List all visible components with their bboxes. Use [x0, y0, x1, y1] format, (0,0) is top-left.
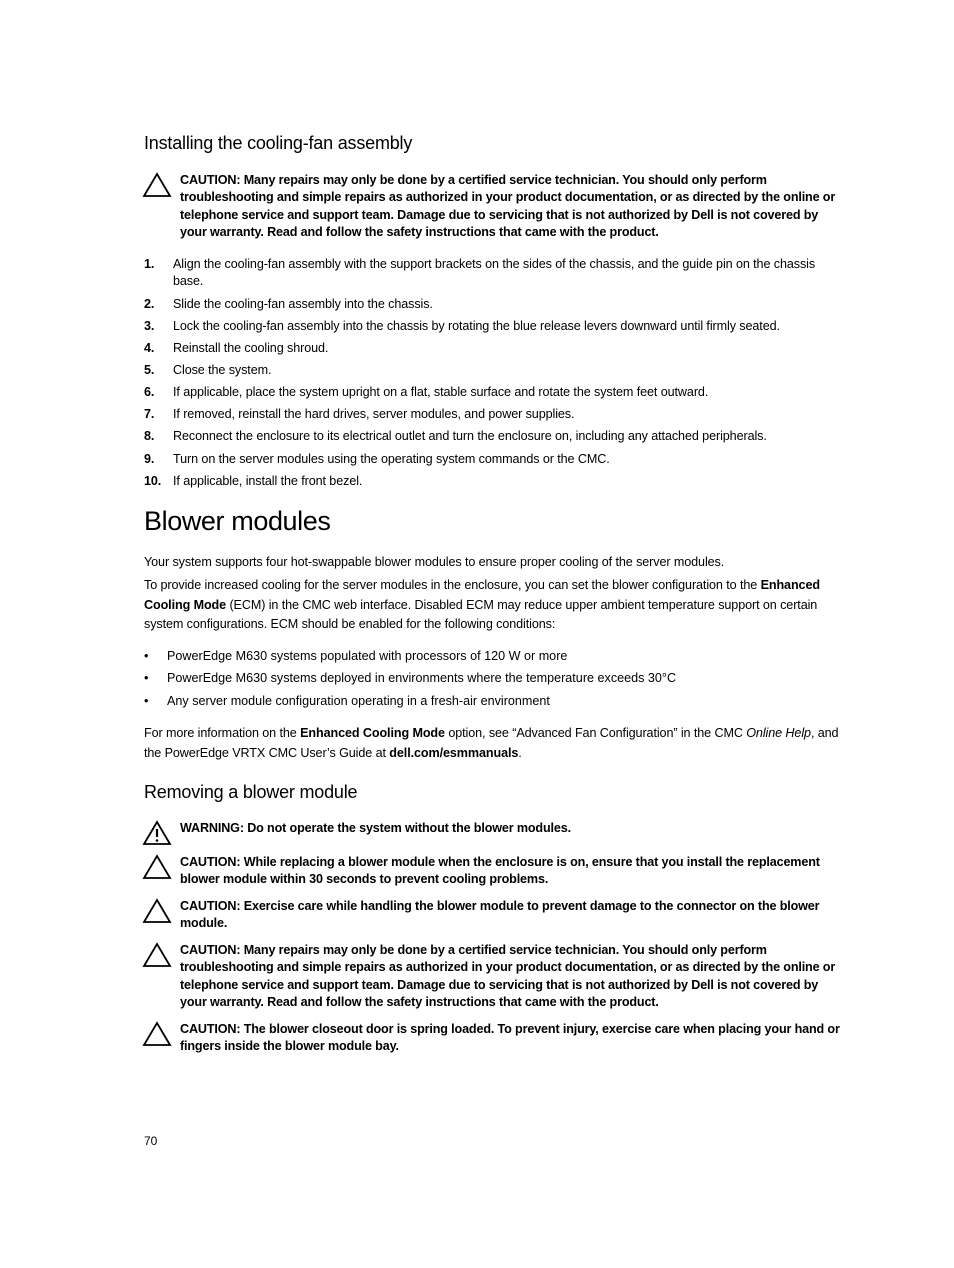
- list-item: [144, 362, 824, 384]
- bullet-text: Any server module configuration operating in a fresh-air environment: [167, 693, 550, 708]
- more-info-paragraph: For more information on the Enhanced Cooling Mode option, see “Advanced Fan Configuration” in the CMC Online Help, and the PowerEdge VRTX CMC User’s Guide at dell.com/esmmanuals.: [144, 726, 839, 760]
- bullet-text: PowerEdge M630 systems populated with processors of 120 W or more: [167, 649, 568, 663]
- step-text: Lock the cooling-fan assembly into the chassis by rotating the blue release levers downward until firmly seated.: [173, 319, 780, 333]
- bullet-icon: •: [144, 671, 149, 686]
- intro-paragraph: Your system supports four hot-swappable blower modules to ensure proper cooling of the server modules.: [144, 555, 725, 569]
- section-heading-install-fan: Installing the cooling-fan assembly: [144, 133, 413, 153]
- caution-text: CAUTION: While replacing a blower module when the enclosure is on, ensure that you install the replacement blower module within 30 seconds to prevent cooling problems.: [180, 855, 820, 887]
- list-item: [144, 473, 824, 495]
- step-text: If applicable, install the front bezel.: [173, 474, 363, 488]
- step-number: 7.: [144, 407, 155, 421]
- list-item: [144, 693, 844, 715]
- step-text: Close the system.: [173, 363, 272, 377]
- list-item: [144, 648, 844, 670]
- list-item: [144, 256, 824, 296]
- caution-text: CAUTION: Many repairs may only be done by a certified service technician. You should only perform troubleshooting and simple repairs as authorized in your product documentation, or as directed by the online or telephone service and support team. Damage due to servicing that is not authorized by Dell is not covered by your warranty. Read and follow the safety instructions that came with the product.: [180, 173, 836, 240]
- caution-text: CAUTION: The blower closeout door is spring loaded. To prevent injury, exercise care when placing your hand or fingers inside the blower module bay.: [180, 1022, 840, 1054]
- bullet-text: PowerEdge M630 systems deployed in environments where the temperature exceeds 30°C: [167, 671, 677, 686]
- bullet-icon: •: [144, 693, 149, 708]
- warning-text: WARNING: Do not operate the system without the blower modules.: [180, 821, 571, 835]
- caution-icon: [142, 172, 172, 198]
- list-item: [144, 428, 824, 451]
- list-item: [144, 296, 824, 318]
- step-number: 8.: [144, 429, 155, 443]
- step-text: Reconnect the enclosure to its electrical outlet and turn the enclosure on, including any attached peripherals.: [173, 429, 767, 443]
- list-item: [144, 318, 824, 340]
- step-text: If applicable, place the system upright on a flat, stable surface and rotate the system feet outward.: [173, 385, 709, 399]
- step-number: 4.: [144, 341, 155, 355]
- section-heading-remove-blower: Removing a blower module: [144, 782, 358, 802]
- step-text: Turn on the server modules using the operating system commands or the CMC.: [173, 451, 610, 466]
- ecm-term: Enhanced Cooling Mode: [300, 726, 445, 740]
- manuals-link[interactable]: dell.com/esmmanuals: [389, 745, 519, 760]
- caution-icon: [142, 854, 172, 880]
- step-number: 1.: [144, 257, 155, 271]
- warning-icon: [142, 820, 172, 846]
- ecm-paragraph: To provide increased cooling for the server modules in the enclosure, you can set the blower configuration to the Enhanced Cooling Mode (ECM) in the CMC web interface. Disabled ECM may reduce upper ambient temperature support on certain system configurations. ECM should be enabled for the following conditions:: [144, 578, 820, 631]
- step-number: 9.: [144, 451, 155, 466]
- step-text: Align the cooling-fan assembly with the support brackets on the sides of the chassis, and the guide pin on the chassis base.: [173, 257, 816, 289]
- section-heading-blower-modules: Blower modules: [144, 506, 331, 536]
- caution-icon: [142, 898, 172, 924]
- step-text: Reinstall the cooling shroud.: [173, 341, 329, 355]
- install-steps-list: [144, 256, 824, 495]
- list-item: [144, 384, 824, 406]
- step-number: 6.: [144, 385, 155, 399]
- conditions-list: [144, 648, 844, 715]
- step-number: 10.: [144, 474, 162, 488]
- list-item: [144, 340, 824, 362]
- caution-icon: [142, 1021, 172, 1047]
- page-number: 70: [144, 1134, 158, 1148]
- caution-text: CAUTION: Exercise care while handling the blower module to prevent damage to the connector on the blower module.: [180, 899, 820, 931]
- step-text: If removed, reinstall the hard drives, server modules, and power supplies.: [173, 407, 575, 421]
- ecm-term: Enhanced Cooling Mode: [144, 578, 820, 612]
- caution-icon: [142, 942, 172, 968]
- list-item: [144, 406, 824, 428]
- list-item: [144, 451, 824, 474]
- step-number: 5.: [144, 363, 155, 377]
- caution-text: CAUTION: Many repairs may only be done by a certified service technician. You should only perform troubleshooting and simple repairs as authorized in your product documentation, or as directed by the online or telephone service and support team. Damage due to servicing that is not authorized by Dell is not covered by your warranty. Read and follow the safety instructions that came with the product.: [180, 943, 836, 1010]
- step-text: Slide the cooling-fan assembly into the chassis.: [173, 297, 433, 311]
- step-number: 3.: [144, 319, 155, 333]
- online-help-reference: Online Help: [746, 726, 811, 740]
- list-item: [144, 670, 844, 692]
- step-number: 2.: [144, 297, 155, 311]
- bullet-icon: •: [144, 649, 149, 663]
